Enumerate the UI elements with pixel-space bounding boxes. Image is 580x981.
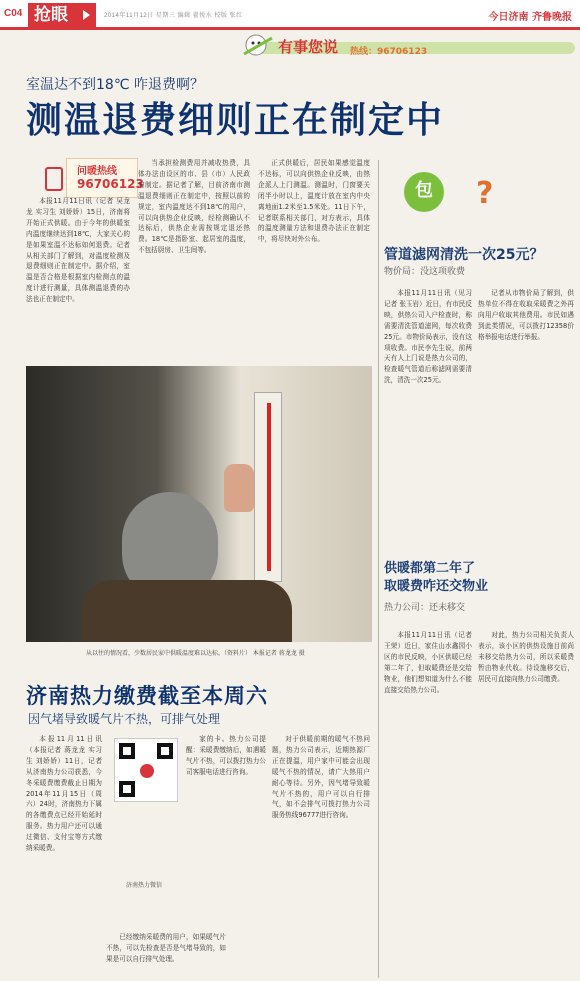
right1-column-1: 本报11月11日讯（见习记者 张玉岩）近日，有市民反映，供热公司入户检查时，称需要清洗管道滤网，每次收费25元。市物价局表示，没有这项收费。市民李先生说，前两天有人上门说是热力公司的，检查暖气管道后称滤网需要清洗，清洗一次25元。 (384, 289, 472, 385)
thermometer-icon (254, 392, 282, 582)
news-photo (26, 366, 372, 642)
article-column-3: 正式供暖后，居民如果感觉温度不达标，可以向供热企业反映，由热企派人上门测温。测温时，门窗要关闭半小时以上，温度计放在室内中央离地面1.2米至1.5米处。11日下午，记者联系相关部门，对方表示，具体的温度测量方法和退费办法正在制定中，将尽快对外公布。 (258, 159, 370, 244)
main-headline: 测温退费细则正在制定中 (26, 100, 445, 141)
column-divider (378, 160, 379, 978)
right2-column-1: 本报11月11日讯（记者 王荣）近日，家住山水鑫园小区的市民反映，小区供暖已经第二年了，但取暖费还是交给物业，他们想知道为什么不能直接交给热力公司。 (384, 631, 472, 694)
story2-column-3: 家的卡。热力公司提醒：采暖费缴纳后，如遇暖气片不热，可以拨打热力公司客服电话进行咨询。 (186, 735, 266, 776)
article-column-1: 本报11月11日讯（记者 吴龙龙 实习生 刘娇娇）15日，济南将开始正式供暖。由于今年的供暖室内温度继续达到18℃，大家关心的是如果室温不达标如何退费。记者从相关部门了解到，对温度检测及退费细则正在制定中。据介绍，室温是否合格是根据室内检测点的温度计进行测量，具体测温退费的办法也正在制定中。 (26, 197, 130, 304)
question-icon: ? (476, 176, 494, 211)
page-number: C04 (4, 8, 23, 19)
qr-code[interactable] (114, 738, 178, 802)
story2-subheadline: 因气堵导致暖气片不热，可排气处理 (28, 712, 221, 726)
character-illustration (242, 30, 278, 60)
newspaper-logo: 今日济南 齐鲁晚报 (488, 12, 572, 23)
right2-column-2: 对此，热力公司相关负责人表示，该小区的供热设施目前尚未移交给热力公司，所以采暖费暂由物业代收。待设施移交后，居民可直接向热力公司缴费。 (478, 631, 574, 683)
right-sub-2: 热力公司：还未移交 (384, 603, 466, 613)
kicker: 室温达不到18℃ 咋退费啊？ (26, 77, 204, 93)
photo-caption: 从以往的情况看，少数居民家中供暖温度难以达标。（资料片） 本报记者 蒋龙龙 摄 (86, 650, 305, 657)
right-headline-2: 供暖都第二年了 取暖费咋还交物业 (384, 561, 489, 594)
bao-badge: 包 (404, 172, 444, 212)
issue-meta: 2014年11月12日 星期三 编辑 翟悦水 校版 张红 (104, 13, 243, 19)
right-headline-1: 管道滤网清洗一次25元？ (384, 247, 544, 263)
story2-column-2: 已经缴纳采暖费的用户，如果暖气片不热，可以先检查是否是气堵导致的，如果是可以自行排气处理。 (106, 933, 226, 963)
right-illustration (404, 172, 524, 220)
hotline-number: 96706123 (77, 177, 144, 191)
right-sub-1: 物价局：没这项收费 (384, 267, 466, 277)
right1-column-2: 记者从市物价局了解到，供热单位不得在收取采暖费之外再向用户收取其他费用。市民如遇到此类情况，可以拨打12358价格举报电话进行举报。 (478, 289, 574, 341)
band-tel: 热线：96706123 (350, 47, 428, 57)
band-title: 有事您说 (278, 38, 339, 56)
qr-caption: 济南热力微信 (126, 882, 163, 889)
hotline-box (66, 158, 144, 198)
story2-column-1: 本报11月11日讯（本报记者 蒋龙龙 实习生 刘娇娇）11日，记者从济南热力公司获悉，今冬采暖费缴费截止日期为2014年11月15日（周六）24时，济南热力下属的各缴费点已经开始延时服务。热力用户还可以通过微信、支付宝等方式缴纳采暖费。 (26, 735, 102, 853)
radiator-icon (45, 167, 63, 191)
story2-headline: 济南热力缴费截至本周六 (26, 684, 268, 708)
section-tag (28, 3, 96, 27)
story2-column-4: 对于供暖前期的暖气不热问题，热力公司表示，近期热源厂正在提温，用户家中可能会出现暖气不热的情况，请广大热用户耐心等待。另外，因气堵导致暖气片不热的，用户可以自行排气，如不会排气可拨打热力公司服务热线96777进行咨询。 (272, 735, 370, 820)
triangle-icon (83, 10, 90, 20)
hotline-label: 问暖热线 (77, 166, 117, 177)
section-label: 抢眼 (34, 5, 68, 25)
article-column-2: 当承担检测费用并减收热费，具体办法由设区的市、县（市）人民政府制定。据记者了解，目前济南市测温退费细则正在制定中，按照以前的规定，室内温度达不到18℃的用户，可以向供热企业反映，经检测确认不达标后，供热企业需按规定退还热费。18℃是指卧室、起居室的温度，不包括厨房、卫生间等。 (138, 159, 250, 255)
